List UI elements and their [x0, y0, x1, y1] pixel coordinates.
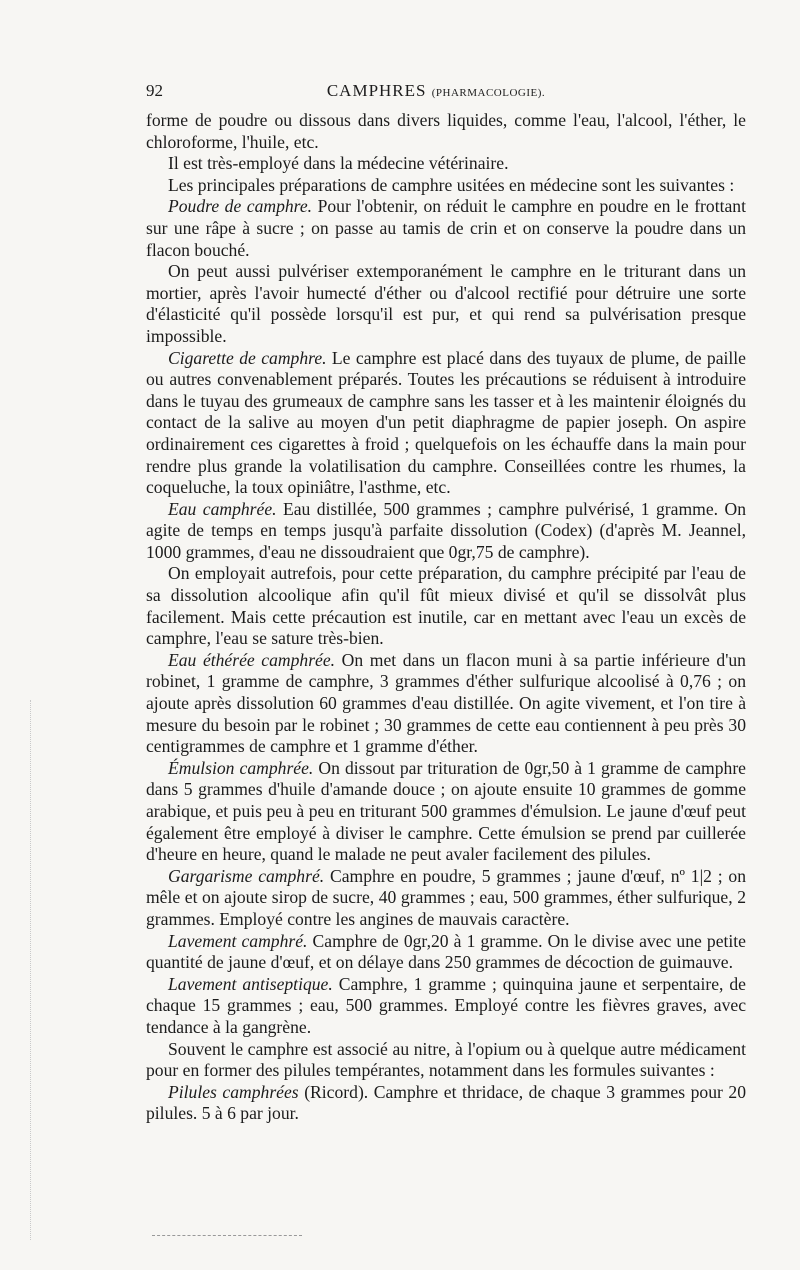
paragraph-text: Camphre, 1 gramme ; quinquina jaune et serpentaire, de chaque 15 grammes ; eau, 500 grammes. Employé contre les fièvres graves, avec tendance à la gangrène. [146, 973, 746, 1037]
paragraph [146, 1039, 746, 1082]
paragraph [146, 758, 746, 866]
paragraph-text: Camphre en poudre, 5 grammes ; jaune d'œuf, nº 1|2 ; on mêle et on ajoute sirop de sucre, 40 grammes ; eau, 500 grammes, éther sulfurique, 2 grammes. Employé contre les angines de mauvais caractère. [146, 865, 746, 929]
paragraph-heading: Émulsion camphrée. [168, 757, 314, 778]
paragraph-text: On dissout par trituration de 0gr,50 à 1 gramme de camphre dans 5 grammes d'huile d'amande douce ; on ajoute ensuite 10 grammes de gomme arabique, et puis peu à peu en triturant 500 grammes d'émulsion. Le jaune d'œuf peut également être employé à diviser le camphre. Cette émulsion se prend par cuillerée d'heure en heure, quand le malade ne peut avaler facilement des pilules. [146, 757, 746, 865]
paragraph [146, 1082, 746, 1125]
paragraph [146, 261, 746, 347]
paragraph-text: On peut aussi pulvériser extemporanément le camphre en le triturant dans un mortier, après l'avoir humecté d'éther ou d'alcool rectifié pour détruire une sorte d'élasticité qu'il possède lorsqu'il est pur, et qui rend sa pulvérisation presque impossible. [146, 261, 746, 346]
paragraph [146, 175, 746, 197]
paragraph [146, 110, 746, 153]
paragraph [146, 931, 746, 974]
paragraph-heading: Lavement antiseptique. [168, 973, 333, 994]
paragraph [146, 866, 746, 931]
paragraph [146, 563, 746, 649]
paragraph-text: Eau distillée, 500 grammes ; camphre pulvérisé, 1 gramme. On agite de temps en temps jusqu'à parfaite dissolution (Codex) (d'après M. Jeannel, 1000 grammes, d'eau ne dissoudraient que 0gr,75 de camphre). [146, 498, 746, 562]
paragraph-text: On met dans un flacon muni à sa partie inférieure d'un robinet, 1 gramme de camphre, 3 grammes d'éther sulfurique alcoolisé à 0,76 ; on ajoute après dissolution 60 grammes d'eau distillée. On agite vivement, et l'on tire à mesure du besoin par le robinet ; 30 grammes de cette eau contiennent à peu près 30 centigrammes de camphre et 1 gramme d'éther. [146, 649, 746, 757]
scan-margin-marks [30, 700, 37, 1240]
paragraph-text: Souvent le camphre est associé au nitre, à l'opium ou à quelque autre médicament pour en former des pilules tempérantes, notamment dans les formules suivantes : [146, 1038, 746, 1081]
paragraph-heading: Cigarette de camphre. [168, 347, 327, 368]
paragraph-heading: Eau camphrée. [168, 498, 277, 519]
running-subtitle: (PHARMACOLOGIE). [431, 87, 546, 99]
paragraph [146, 499, 746, 564]
paragraph [146, 153, 746, 175]
paragraph [146, 196, 746, 261]
paragraph-heading: Poudre de camphre. [168, 196, 313, 217]
paragraph-text: On employait autrefois, pour cette préparation, du camphre précipité par l'eau de sa dissolution alcoolique afin qu'il fût mieux divisé et qu'il se dissolvât plus facilement. Mais cette précaution est inutile, car en mettant avec l'eau un excès de camphre, l'eau se sature très-bien. [146, 563, 746, 649]
paragraph-text: Camphre de 0gr,20 à 1 gramme. On le divise avec une petite quantité de jaune d'œuf, et on délaye dans 250 grammes de décoction de guimauve. [146, 930, 746, 973]
paragraph-text: Le camphre est placé dans des tuyaux de plume, de paille ou autres convenablement préparés. Toutes les précautions se réduisent à introduire dans le tuyau des grumeaux de camphre sans les tasser et à les maintenir éloignés du contact de la salive au moyen d'un petit diaphragme de papier joseph. On aspire ordinairement ces cigarettes à froid ; quelquefois on les échauffe dans la main pour rendre plus grande la volatilisation du camphre. Conseillées contre les rhumes, la coqueluche, la toux opiniâtre, l'asthme, etc. [146, 347, 746, 498]
paragraph-text: Il est très-employé dans la médecine vétérinaire. [168, 153, 509, 174]
paragraph [146, 650, 746, 758]
running-head [186, 80, 746, 105]
paragraph-text: Les principales préparations de camphre usitées en médecine sont les suivantes : [168, 174, 735, 195]
paragraph [146, 348, 746, 499]
paragraph [146, 974, 746, 1039]
page-number: 92 [146, 81, 163, 100]
paragraph-text: (Ricord). Camphre et thridace, de chaque 3 grammes pour 20 pilules. 5 à 6 par jour. [146, 1081, 746, 1124]
paragraph-text: Pour l'obtenir, on réduit le camphre en poudre en le frottant sur une râpe à sucre ; on passe au tamis de crin et on conserve la poudre dans un flacon bouché. [146, 196, 746, 260]
paragraph-text: forme de poudre ou dissous dans divers liquides, comme l'eau, l'alcool, l'éther, le chloroforme, l'huile, etc. [146, 110, 746, 152]
running-title: CAMPHRES [326, 81, 427, 100]
page-header [146, 80, 746, 108]
book-page [146, 80, 746, 1125]
footer-rule [152, 1235, 302, 1236]
paragraph-heading: Pilules camphrées [168, 1081, 299, 1102]
paragraph-heading: Lavement camphré. [168, 930, 308, 951]
paragraph-heading: Gargarisme camphré. [168, 865, 325, 886]
paragraph-heading: Eau éthérée camphrée. [168, 649, 336, 670]
